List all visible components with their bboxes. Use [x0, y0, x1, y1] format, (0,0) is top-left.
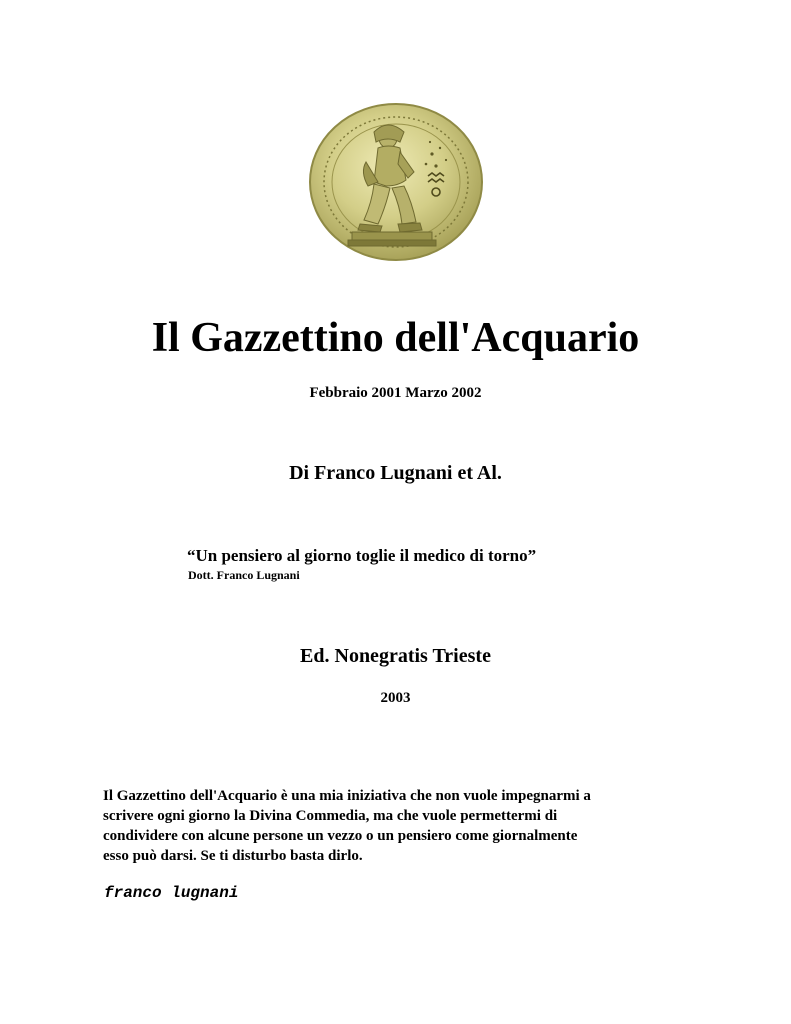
publication-year: 2003	[380, 690, 411, 706]
intro-line: Il Gazzettino dell'Acquario è una mia iniziativa che non vuole impegnarmi a	[103, 788, 591, 804]
intro-line: condividere con alcune persone un vezzo o un pensiero come giornalmente	[103, 828, 578, 844]
epigraph-quote: “Un pensiero al giorno toglie il medico di torno”	[187, 546, 537, 565]
intro-line: scrivere ogni giorno la Divina Commedia, ma che vuole permettermi di	[103, 808, 558, 824]
page-title: Il Gazzettino dell'Acquario	[151, 315, 640, 361]
authors-line: Di Franco Lugnani et Al.	[289, 462, 502, 484]
publication-dates: Febbraio 2001 Marzo 2002	[309, 385, 482, 401]
publisher-line: Ed. Nonegratis Trieste	[300, 645, 491, 667]
author-signature: franco lugnani	[104, 884, 239, 902]
epigraph-attribution: Dott. Franco Lugnani	[188, 568, 300, 582]
aquarius-seal-image	[308, 102, 484, 262]
intro-paragraph	[103, 786, 703, 866]
intro-line: esso può darsi. Se ti disturbo basta dirlo.	[103, 848, 363, 864]
aquarius-medallion-icon	[308, 102, 484, 262]
